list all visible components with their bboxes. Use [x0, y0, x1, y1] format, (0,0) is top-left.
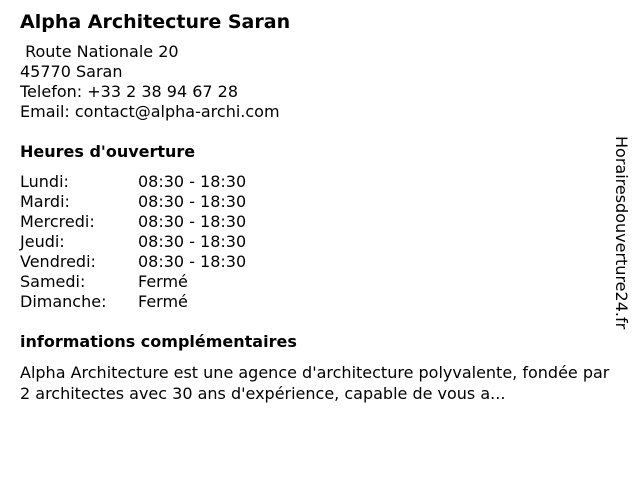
business-name: Alpha Architecture Saran [20, 11, 291, 33]
hours-row-friday [20, 252, 610, 272]
hours-row-sunday [20, 292, 610, 312]
address-line-1: Route Nationale 20 [20, 42, 179, 61]
hours-time: Fermé [138, 292, 188, 311]
hours-time: 08:30 - 18:30 [138, 212, 247, 231]
hours-table [20, 172, 610, 312]
hours-day: Vendredi: [20, 252, 96, 271]
hours-time: 08:30 - 18:30 [138, 192, 247, 211]
info-heading: informations complémentaires [20, 332, 297, 351]
hours-row-wednesday [20, 212, 610, 232]
business-card [20, 10, 610, 404]
hours-time: 08:30 - 18:30 [138, 232, 247, 251]
hours-day: Samedi: [20, 272, 86, 291]
hours-time: Fermé [138, 272, 188, 291]
email-line: Email: contact@alpha-archi.com [20, 102, 280, 121]
address-line-2: 45770 Saran [20, 62, 123, 81]
hours-row-tuesday [20, 192, 610, 212]
hours-day: Dimanche: [20, 292, 107, 311]
hours-row-thursday [20, 232, 610, 252]
site-watermark: Horairesdouverture24.fr [612, 136, 631, 330]
hours-day: Mardi: [20, 192, 70, 211]
hours-time: 08:30 - 18:30 [138, 252, 247, 271]
hours-day: Mercredi: [20, 212, 95, 231]
hours-time: 08:30 - 18:30 [138, 172, 247, 191]
phone-line: Telefon: +33 2 38 94 67 28 [20, 82, 239, 101]
info-description: Alpha Architecture est une agence d'architecture polyvalente, fondée par 2 architectes avec 30 ans d'expérience, capable de vous a... [20, 363, 610, 403]
hours-row-monday [20, 172, 610, 192]
hours-row-saturday [20, 272, 610, 292]
hours-heading: Heures d'ouverture [20, 142, 196, 161]
hours-day: Lundi: [20, 172, 69, 191]
hours-day: Jeudi: [20, 232, 65, 251]
